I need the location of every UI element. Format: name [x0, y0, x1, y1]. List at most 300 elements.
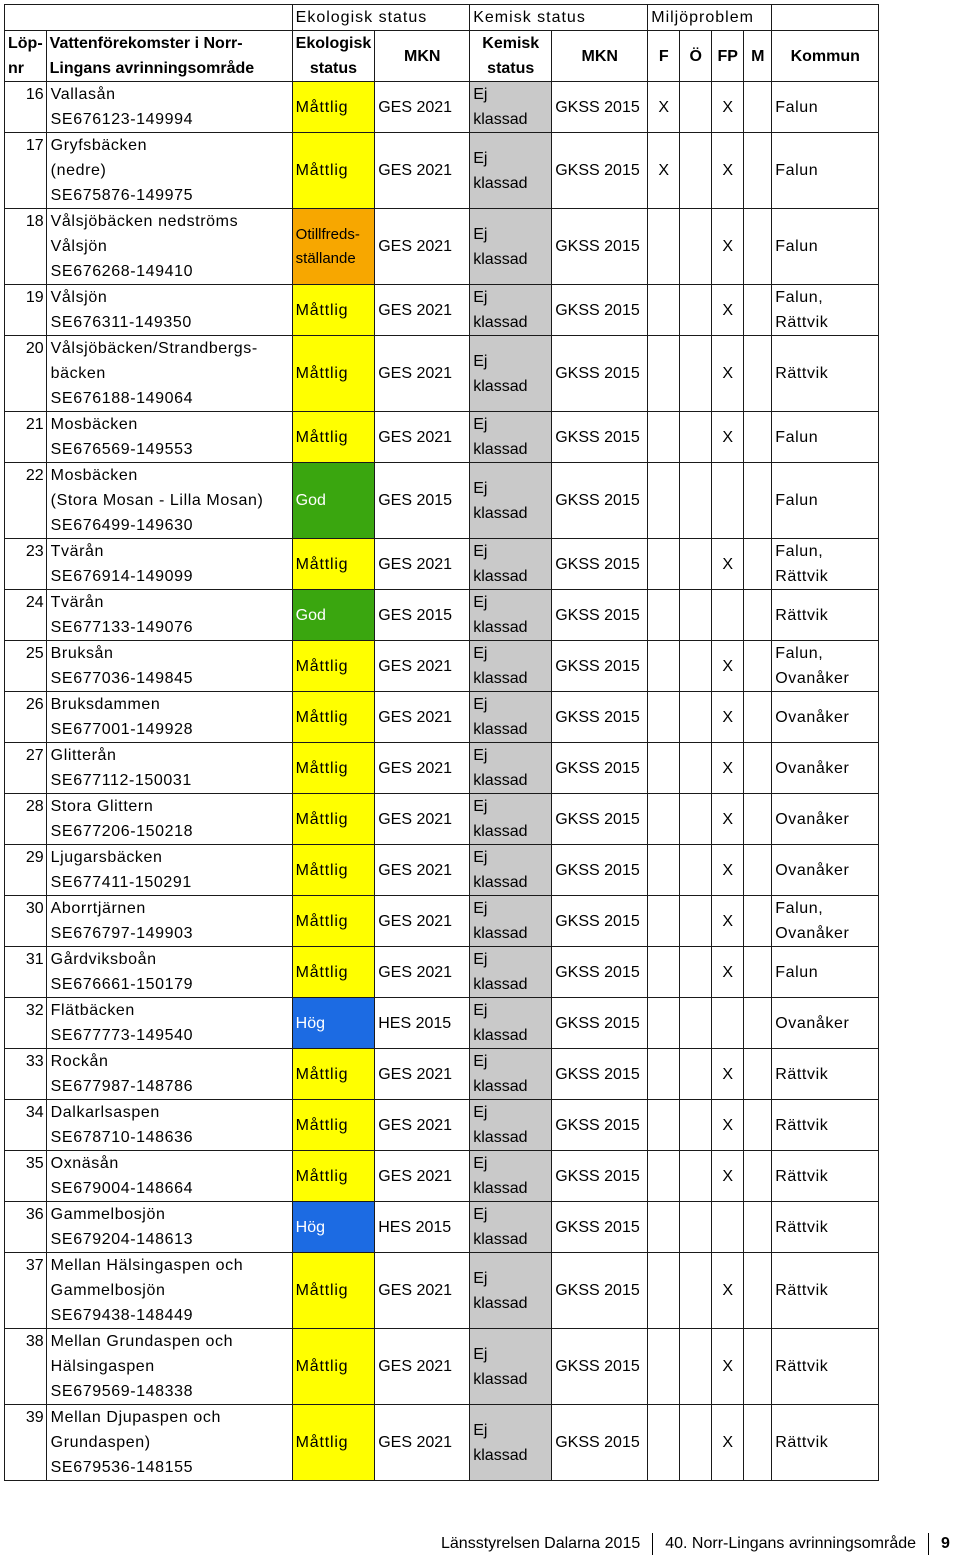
mkn-chemical: GKSS 2015 — [552, 1253, 648, 1329]
chemical-status — [470, 641, 552, 692]
ecological-status: Måttlig — [292, 1329, 375, 1405]
water-body-name-line: Hälsingaspen — [50, 1358, 155, 1375]
ecological-status: Måttlig — [292, 743, 375, 794]
ecological-status: Måttlig — [292, 641, 375, 692]
chemical-status-line: klassad — [473, 670, 528, 687]
group-ekologisk: Ekologisk status — [292, 5, 470, 31]
water-body-name-line: SE679569-148338 — [50, 1383, 194, 1400]
ecological-status: Måttlig — [292, 539, 375, 590]
problem-m — [744, 412, 772, 463]
chemical-status-line: klassad — [473, 925, 528, 942]
problem-m — [744, 1049, 772, 1100]
chemical-status — [470, 1202, 552, 1253]
water-body-name — [46, 1329, 292, 1405]
chemical-status-line: Ej — [473, 849, 488, 866]
kommun-line: Rättvik — [775, 1167, 829, 1185]
problem-f — [648, 1405, 680, 1481]
problem-m — [744, 590, 772, 641]
chemical-status-line: Ej — [473, 1053, 488, 1070]
kommun-line: Rättvik — [775, 1065, 829, 1083]
problem-fp: X — [712, 539, 744, 590]
kommun-line: Rättvik — [775, 1434, 829, 1451]
row-number: 23 — [5, 539, 47, 590]
col-o: Ö — [680, 31, 712, 82]
row-number: 22 — [5, 463, 47, 539]
kommun-line: Ovanåker — [775, 810, 850, 828]
water-body-name-line: SE676123-149994 — [50, 111, 194, 128]
problem-f — [648, 845, 680, 896]
water-body-name-line: Mellan Grundaspen och — [50, 1333, 234, 1350]
col-f: F — [648, 31, 680, 82]
row-number: 39 — [5, 1405, 47, 1481]
problem-fp: X — [712, 412, 744, 463]
chemical-status-line: Ej — [473, 1345, 488, 1363]
water-body-name-line: SE679004-148664 — [50, 1180, 194, 1197]
problem-fp: X — [712, 1100, 744, 1151]
chemical-status-line: klassad — [473, 1231, 528, 1248]
chemical-status-line: klassad — [473, 619, 528, 636]
problem-fp: X — [712, 641, 744, 692]
mkn-chemical: GKSS 2015 — [552, 82, 648, 133]
group-kemisk: Kemisk status — [470, 5, 648, 31]
kommun-line: Rättvik — [775, 1218, 829, 1236]
water-body-name-line: SE676661-150179 — [50, 976, 194, 993]
water-body-name — [46, 641, 292, 692]
row-number: 29 — [5, 845, 47, 896]
mkn-chemical: GKSS 2015 — [552, 1202, 648, 1253]
ecological-status: Måttlig — [292, 1049, 375, 1100]
kommun-line: Falun — [775, 492, 819, 509]
water-body-name — [46, 998, 292, 1049]
water-body-name — [46, 539, 292, 590]
mkn-chemical: GKSS 2015 — [552, 1100, 648, 1151]
problem-o — [680, 1202, 712, 1253]
chemical-status — [470, 1329, 552, 1405]
kommun — [772, 845, 879, 896]
water-body-name-line: SE677411-150291 — [50, 874, 192, 891]
mkn-chemical: GKSS 2015 — [552, 209, 648, 285]
ecological-status — [292, 209, 375, 285]
page-footer — [441, 1533, 950, 1555]
problem-o — [680, 896, 712, 947]
water-body-name — [46, 1100, 292, 1151]
chemical-status — [470, 590, 552, 641]
problem-f — [648, 896, 680, 947]
chemical-status-line: Ej — [473, 747, 488, 764]
water-body-name — [46, 590, 292, 641]
ecological-status: Måttlig — [292, 896, 375, 947]
problem-fp: X — [712, 845, 744, 896]
problem-m — [744, 1100, 772, 1151]
ecological-status: Måttlig — [292, 336, 375, 412]
problem-m — [744, 692, 772, 743]
kommun — [772, 998, 879, 1049]
row-number: 18 — [5, 209, 47, 285]
row-number: 19 — [5, 285, 47, 336]
chemical-status-line: Ej — [473, 1002, 488, 1019]
kommun — [772, 336, 879, 412]
kommun-line: Rättvik — [775, 1282, 829, 1299]
problem-o — [680, 998, 712, 1049]
chemical-status-line: Ej — [473, 1421, 488, 1439]
problem-m — [744, 82, 772, 133]
status-table — [4, 4, 879, 1481]
col-mkn-kem: MKN — [552, 31, 648, 82]
chemical-status — [470, 133, 552, 209]
chemical-status-line: klassad — [473, 874, 528, 891]
problem-m — [744, 998, 772, 1049]
mkn-chemical: GKSS 2015 — [552, 285, 648, 336]
mkn-ecological: GES 2021 — [375, 641, 470, 692]
water-body-name-line: SE676499-149630 — [50, 517, 194, 534]
row-number: 21 — [5, 412, 47, 463]
chemical-status-line: klassad — [473, 568, 528, 585]
problem-o — [680, 1049, 712, 1100]
problem-m — [744, 947, 772, 998]
chemical-status — [470, 1405, 552, 1481]
row-number: 38 — [5, 1329, 47, 1405]
mkn-chemical: GKSS 2015 — [552, 1329, 648, 1405]
chemical-status — [470, 539, 552, 590]
water-body-name-line: Ljugarsbäcken — [50, 849, 163, 866]
water-body-name-line: SE677112-150031 — [50, 772, 192, 789]
table-row — [5, 641, 879, 692]
problem-fp: X — [712, 692, 744, 743]
chemical-status-line: klassad — [473, 314, 528, 331]
footer-section: 40. Norr-Lingans avrinningsområde — [665, 1535, 917, 1553]
ecological-status: Måttlig — [292, 1151, 375, 1202]
problem-fp: X — [712, 336, 744, 412]
problem-fp: X — [712, 896, 744, 947]
problem-f: X — [648, 82, 680, 133]
problem-o — [680, 412, 712, 463]
kommun-line: Rättvik — [775, 1358, 829, 1375]
chemical-status-line: klassad — [473, 1370, 528, 1388]
table-row — [5, 539, 879, 590]
problem-m — [744, 1329, 772, 1405]
kommun-line: Falun — [775, 963, 819, 981]
mkn-ecological: GES 2021 — [375, 743, 470, 794]
problem-o — [680, 285, 712, 336]
table-row — [5, 590, 879, 641]
kommun — [772, 209, 879, 285]
row-number: 28 — [5, 794, 47, 845]
ecological-status: Måttlig — [292, 692, 375, 743]
kommun — [772, 590, 879, 641]
chemical-status-line: klassad — [473, 823, 528, 840]
col-vatten: Vattenförekomster i Norr- Lingans avrinningsområde — [46, 31, 292, 82]
col-fp: FP — [712, 31, 744, 82]
water-body-name — [46, 845, 292, 896]
problem-m — [744, 1253, 772, 1329]
problem-fp: X — [712, 1405, 744, 1481]
problem-fp: X — [712, 1049, 744, 1100]
kommun — [772, 1049, 879, 1100]
chemical-status-line: klassad — [473, 174, 528, 192]
chemical-status-line: Ej — [473, 416, 488, 433]
mkn-ecological: GES 2021 — [375, 1049, 470, 1100]
kommun — [772, 794, 879, 845]
table-row — [5, 1100, 879, 1151]
ecological-status: Måttlig — [292, 1253, 375, 1329]
chemical-status-line: klassad — [473, 1027, 528, 1044]
mkn-chemical: GKSS 2015 — [552, 1405, 648, 1481]
problem-o — [680, 590, 712, 641]
mkn-ecological: GES 2021 — [375, 1329, 470, 1405]
kommun — [772, 1405, 879, 1481]
ecological-status: Måttlig — [292, 133, 375, 209]
chemical-status-line: klassad — [473, 1129, 528, 1146]
chemical-status — [470, 794, 552, 845]
water-body-name-line: Tvärån — [50, 543, 105, 560]
problem-fp: X — [712, 794, 744, 845]
water-body-name — [46, 336, 292, 412]
chemical-status-line: Ej — [473, 1206, 488, 1223]
mkn-chemical: GKSS 2015 — [552, 692, 648, 743]
water-body-name-line: Gammelbosjön — [50, 1206, 166, 1223]
problem-f — [648, 1049, 680, 1100]
ecological-status: Måttlig — [292, 845, 375, 896]
table-row — [5, 845, 879, 896]
kommun — [772, 1151, 879, 1202]
table-row — [5, 794, 879, 845]
column-header-row — [5, 31, 879, 82]
chemical-status-line: Ej — [473, 594, 488, 611]
chemical-status-line: Ej — [473, 225, 488, 243]
water-body-name-line: (Stora Mosan - Lilla Mosan) — [50, 492, 264, 509]
mkn-chemical: GKSS 2015 — [552, 412, 648, 463]
table-row — [5, 285, 879, 336]
row-number: 25 — [5, 641, 47, 692]
table-row — [5, 412, 879, 463]
problem-m — [744, 1405, 772, 1481]
mkn-ecological: GES 2021 — [375, 896, 470, 947]
mkn-chemical: GKSS 2015 — [552, 1049, 648, 1100]
chemical-status — [470, 947, 552, 998]
page-number: 9 — [941, 1535, 950, 1553]
problem-m — [744, 743, 772, 794]
problem-o — [680, 539, 712, 590]
chemical-status — [470, 285, 552, 336]
ecological-status: Måttlig — [292, 1100, 375, 1151]
water-body-name-line: Gryfsbäcken — [50, 137, 148, 154]
problem-o — [680, 743, 712, 794]
group-header-blank-kommun — [772, 5, 879, 31]
kommun — [772, 539, 879, 590]
chemical-status-line: klassad — [473, 1446, 528, 1464]
chemical-status — [470, 1100, 552, 1151]
water-body-name-line: SE676797-149903 — [50, 925, 194, 942]
water-body-name-line: SE679438-148449 — [50, 1307, 194, 1324]
kommun-line: Falun, — [775, 543, 824, 560]
mkn-chemical: GKSS 2015 — [552, 743, 648, 794]
kommun — [772, 641, 879, 692]
water-body-name-line: SE676569-149553 — [50, 441, 194, 458]
kommun — [772, 1329, 879, 1405]
water-body-name-line: SE679204-148613 — [50, 1231, 194, 1248]
problem-m — [744, 1202, 772, 1253]
chemical-status-line: klassad — [473, 721, 528, 738]
table-row — [5, 743, 879, 794]
kommun-line: Ovanåker — [775, 861, 850, 879]
col-eko-status: Ekologisk status — [292, 31, 375, 82]
kommun-line: Falun, — [775, 645, 824, 662]
mkn-ecological: GES 2021 — [375, 1151, 470, 1202]
water-body-name-line: bäcken — [50, 365, 106, 382]
kommun — [772, 1253, 879, 1329]
water-body-name — [46, 947, 292, 998]
problem-f — [648, 947, 680, 998]
water-body-name-line: Aborrtjärnen — [50, 900, 146, 917]
water-body-name-line: SE679536-148155 — [50, 1459, 194, 1476]
problem-o — [680, 336, 712, 412]
mkn-ecological: GES 2021 — [375, 947, 470, 998]
water-body-name — [46, 1151, 292, 1202]
water-body-name-line: Glitterån — [50, 747, 117, 764]
mkn-ecological: GES 2021 — [375, 82, 470, 133]
table-row — [5, 463, 879, 539]
problem-fp — [712, 463, 744, 539]
problem-m — [744, 285, 772, 336]
problem-m — [744, 209, 772, 285]
chemical-status-line: Ej — [473, 543, 488, 560]
problem-fp — [712, 998, 744, 1049]
problem-f — [648, 692, 680, 743]
water-body-name — [46, 463, 292, 539]
kommun-line: Rättvik — [775, 1116, 829, 1134]
ecological-status: God — [292, 590, 375, 641]
mkn-chemical: GKSS 2015 — [552, 998, 648, 1049]
row-number: 17 — [5, 133, 47, 209]
water-body-name — [46, 285, 292, 336]
problem-m — [744, 336, 772, 412]
problem-f — [648, 1253, 680, 1329]
water-body-name-line: SE676268-149410 — [50, 263, 194, 280]
water-body-name-line: Mosbäcken — [50, 467, 138, 484]
mkn-ecological: GES 2021 — [375, 845, 470, 896]
kommun-line: Ovanåker — [775, 1014, 850, 1032]
chemical-status — [470, 845, 552, 896]
water-body-name-line: Bruksån — [50, 645, 114, 662]
row-number: 33 — [5, 1049, 47, 1100]
problem-o — [680, 1151, 712, 1202]
ecological-status-line: Otillfreds- — [295, 225, 360, 243]
group-miljo: Miljöproblem — [648, 5, 772, 31]
footer-publisher: Länsstyrelsen Dalarna 2015 — [441, 1535, 641, 1553]
problem-f — [648, 1329, 680, 1405]
water-body-name-line: Gårdviksboån — [50, 951, 157, 968]
chemical-status-line: klassad — [473, 772, 528, 789]
water-body-name-line: Grundaspen) — [50, 1434, 151, 1451]
water-body-name-line: Mellan Hälsingaspen och — [50, 1257, 244, 1274]
problem-f — [648, 641, 680, 692]
water-body-name-line: SE677036-149845 — [50, 670, 194, 687]
mkn-chemical: GKSS 2015 — [552, 539, 648, 590]
chemical-status-line: klassad — [473, 441, 528, 458]
mkn-ecological: HES 2015 — [375, 1202, 470, 1253]
kommun — [772, 896, 879, 947]
water-body-name — [46, 209, 292, 285]
mkn-chemical: GKSS 2015 — [552, 794, 648, 845]
ecological-status: God — [292, 463, 375, 539]
chemical-status-line: Ej — [473, 86, 488, 103]
mkn-chemical: GKSS 2015 — [552, 590, 648, 641]
water-body-name-line: Vålsjön — [50, 238, 108, 255]
chemical-status — [470, 1151, 552, 1202]
problem-m — [744, 896, 772, 947]
problem-fp — [712, 590, 744, 641]
problem-f: X — [648, 133, 680, 209]
table-row — [5, 82, 879, 133]
water-body-name-line: SE678710-148636 — [50, 1129, 194, 1146]
chemical-status-line: klassad — [473, 1294, 528, 1312]
mkn-ecological: GES 2015 — [375, 463, 470, 539]
chemical-status — [470, 1253, 552, 1329]
chemical-status — [470, 1049, 552, 1100]
chemical-status-line: klassad — [473, 504, 528, 522]
problem-o — [680, 1100, 712, 1151]
row-number: 24 — [5, 590, 47, 641]
mkn-ecological: GES 2021 — [375, 412, 470, 463]
chemical-status — [470, 412, 552, 463]
table-row — [5, 336, 879, 412]
water-body-name — [46, 133, 292, 209]
water-body-name-line: Mosbäcken — [50, 416, 138, 433]
water-body-name-line: Gammelbosjön — [50, 1282, 166, 1299]
footer-divider — [652, 1533, 653, 1555]
water-body-name-line: Flätbäcken — [50, 1002, 135, 1019]
kommun-line: Ovanåker — [775, 670, 850, 687]
kommun-line: Falun — [775, 428, 819, 446]
ecological-status: Måttlig — [292, 82, 375, 133]
problem-fp: X — [712, 285, 744, 336]
problem-o — [680, 1329, 712, 1405]
table-row — [5, 209, 879, 285]
mkn-ecological: GES 2021 — [375, 133, 470, 209]
problem-o — [680, 641, 712, 692]
problem-fp: X — [712, 133, 744, 209]
water-body-name — [46, 743, 292, 794]
mkn-ecological: HES 2015 — [375, 998, 470, 1049]
chemical-status — [470, 209, 552, 285]
kommun-line: Falun — [775, 238, 819, 255]
group-header-row — [5, 5, 879, 31]
mkn-chemical: GKSS 2015 — [552, 641, 648, 692]
table-row — [5, 947, 879, 998]
chemical-status-line: Ej — [473, 1104, 488, 1121]
kommun-line: Falun, — [775, 289, 824, 306]
problem-f — [648, 1100, 680, 1151]
chemical-status-line: klassad — [473, 976, 528, 993]
problem-o — [680, 209, 712, 285]
chemical-status — [470, 336, 552, 412]
kommun-line: Rättvik — [775, 568, 829, 585]
ecological-status: Hög — [292, 1202, 375, 1253]
chemical-status-line: Ej — [473, 149, 488, 167]
table-row — [5, 896, 879, 947]
group-header-blank — [5, 5, 293, 31]
kommun-line: Falun — [775, 162, 819, 179]
problem-o — [680, 1253, 712, 1329]
problem-f — [648, 463, 680, 539]
kommun-line: Falun, — [775, 900, 824, 917]
water-body-name-line: SE675876-149975 — [50, 187, 194, 204]
problem-m — [744, 794, 772, 845]
problem-fp: X — [712, 82, 744, 133]
kommun — [772, 743, 879, 794]
problem-m — [744, 845, 772, 896]
table-row — [5, 1329, 879, 1405]
